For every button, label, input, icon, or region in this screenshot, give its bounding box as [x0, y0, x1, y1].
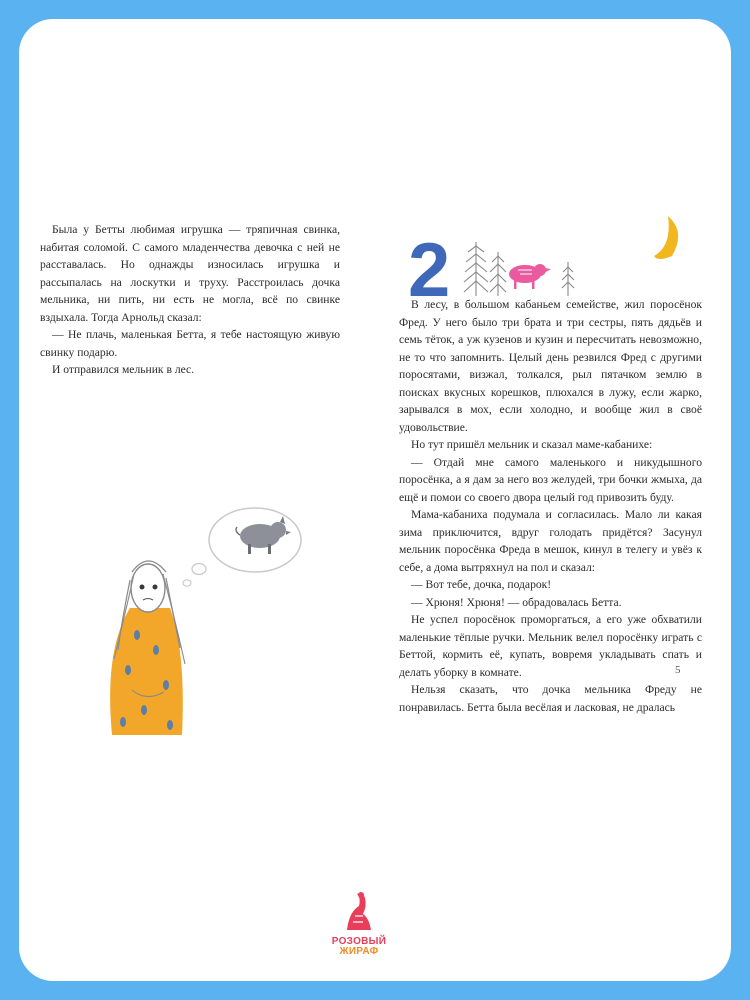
logo-text — [309, 937, 409, 957]
paragraph: — Вот тебе, дочка, подарок! — [411, 578, 552, 591]
publisher-logo — [309, 888, 409, 957]
fir-tree-icon — [562, 262, 574, 296]
pig-icon — [509, 264, 551, 289]
paragraph: — Хрюня! Хрюня! — обрадовалась Бетта. — [411, 595, 622, 609]
moon-icon — [648, 212, 688, 262]
fir-tree-icon — [490, 252, 506, 296]
paragraph: Не успел поросёнок проморгаться, а его уже обхватили маленькие тёплые ручки. Мельник велел поросёнку играть с Беттой, кормить её, купать, вовремя укладывать спать и делать уборку в комнате. — [399, 613, 702, 679]
page-number: 5 — [675, 664, 681, 676]
chapter-number: 2 — [408, 228, 451, 302]
paragraph: Мама-кабаниха подумала и согласилась. Мало ли какая зима приключится, вдруг голодать придётся? Засунул мельник поросёнка Фреда в мешок, кинул в телегу и увёз к себе, а дома вытряхнул на пол и сказал: — [399, 508, 702, 574]
paragraph: Нельзя сказать, что дочка мельника Фреду не понравилась. Бетта была весёлая и ласковая, не дралась — [399, 683, 702, 714]
logo-line-1: РОЗОВЫЙ — [331, 936, 387, 947]
paragraph: Была у Бетты любимая игрушка — тряпичная свинка, набитая соломой. С самого младенчества девочка с ней не расставалась. Но однажды износилась игрушка и рассыпалась на лоскутки и труху. Расстроилась дочка мельника, ни пить, ни есть не могла, всё по свинке вздыхала. Тогда Арнольд сказал: — [40, 223, 340, 324]
left-page-text — [40, 221, 340, 379]
paragraph: В лесу, в большом кабаньем семействе, жил поросёнок Фред. У него было три брата и три сестры, пять дядьёв и семь тёток, а уж кузенов и кузин и пересчитать невозможно, не то что запомнить. Целый день резвился Фред с другими поросятами, визжал, толкался, рыл пятачком землю в поисках вкусных корешков, плюхался в лужу, если жарко, зарывался в мох, если холодно, и вообще жил в своё удовольствие. — [399, 298, 702, 434]
fir-tree-icon — [464, 242, 488, 296]
giraffe-icon — [339, 888, 379, 932]
paragraph: — Отдай мне самого маленького и никудышного поросёнка, а я дам за него воз желудей, три бочки жмыха, да ещё и помои со своего двора целый год привозить буду. — [399, 455, 702, 504]
girl-figure — [110, 561, 185, 735]
paragraph: И отправился мельник в лес. — [52, 363, 195, 376]
paragraph: — Не плачь, маленькая Бетта, я тебе настоящую живую свинку подарю. — [40, 328, 340, 359]
thought-bubble — [183, 508, 301, 586]
girl-with-thought-bubble-illustration — [90, 500, 320, 740]
chapter-header-illustration — [408, 212, 588, 302]
paragraph: Но тут пришёл мельник и сказал маме-кабанихе: — [411, 438, 653, 451]
right-page-text — [399, 296, 702, 716]
logo-line-2: ЖИРАФ — [339, 946, 379, 957]
